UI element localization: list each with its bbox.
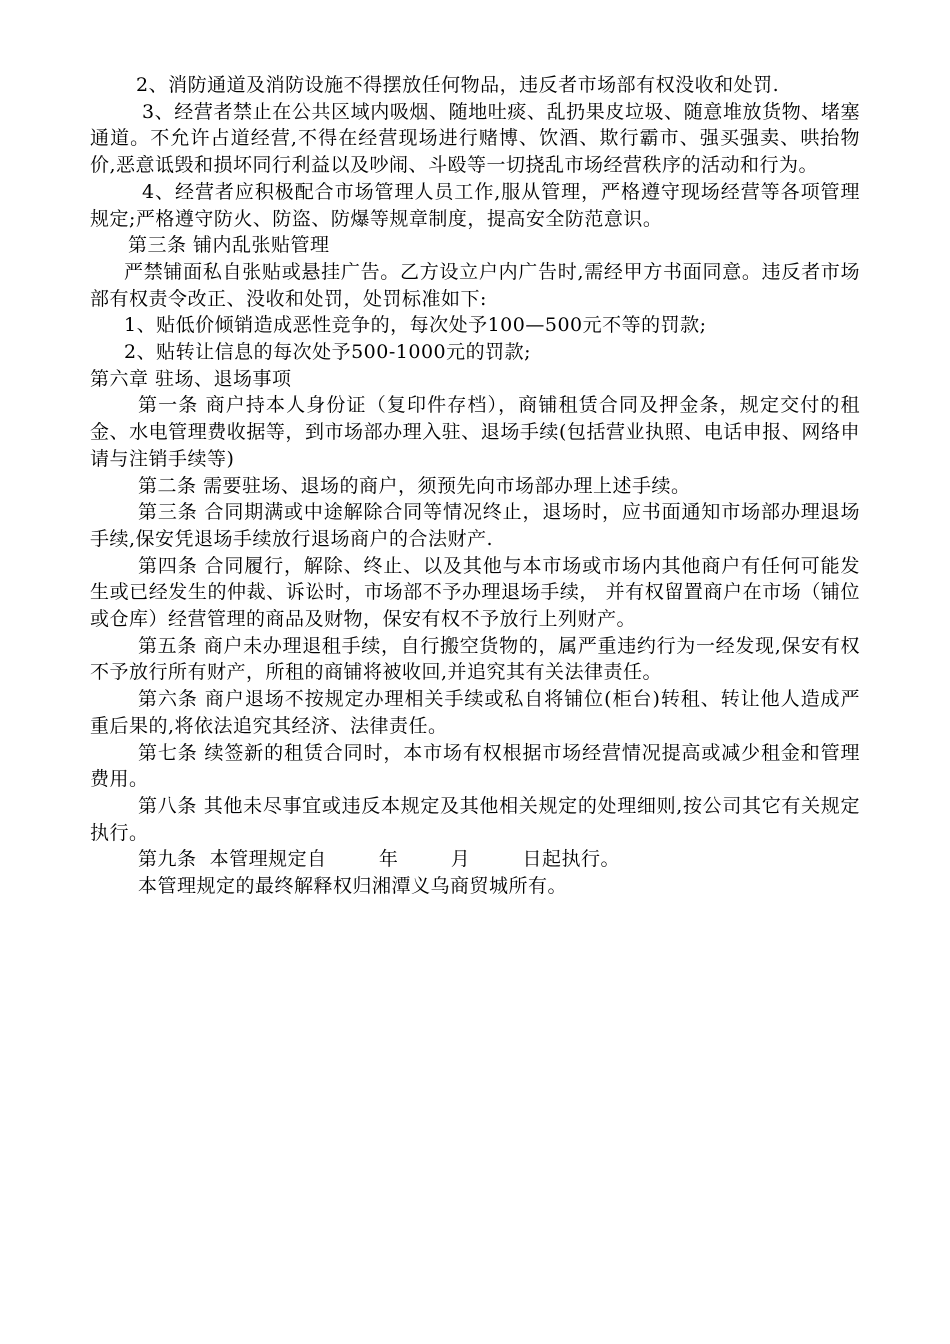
chapter-6-article-6: 第六条 商户退场不按规定办理相关手续或私自将铺位(柜台)转租、转让他人造成严重后果的,将依法追究其经济、法律责任。 bbox=[90, 688, 860, 737]
document-body bbox=[90, 72, 860, 900]
penalty-item-2: 2、贴转让信息的每次处予500-1000元的罚款; bbox=[124, 341, 532, 364]
final-interpretation-clause: 本管理规定的最终解释权归湘潭义乌商贸城所有。 bbox=[138, 875, 568, 898]
article-3-heading: 第三条 铺内乱张贴管理 bbox=[128, 234, 330, 257]
paragraph-public-area-rules: 3、经营者禁止在公共区域内吸烟、随地吐痰、乱扔果皮垃圾、随意堆放货物、堵塞通道。不允许占道经营,不得在经营现场进行赌博、饮酒、欺行霸市、强买强卖、哄抬物价,恶意诋毁和损坏同行利益以及吵闹、斗殴等一切挠乱市场经营秩序的活动和行为。 bbox=[90, 100, 860, 177]
chapter-6-article-1: 第一条 商户持本人身份证（复印件存档），商铺租赁合同及押金条，规定交付的租金、水电管理费收据等，到市场部办理入驻、退场手续(包括营业执照、电话申报、网络申请与注销手续等) bbox=[90, 394, 860, 470]
chapter-6-heading: 第六章 驻场、退场事项 bbox=[90, 367, 292, 390]
paragraph-posting-ban: 严禁铺面私自张贴或悬挂广告。乙方设立户内广告时,需经甲方书面同意。违反者市场部有权责令改正、没收和处罚，处罚标准如下: bbox=[90, 260, 860, 310]
chapter-6-article-4: 第四条 合同履行，解除、终止、以及其他与本市场或市场内其他商户有任何可能发生或已经发生的仲裁、诉讼时，市场部不予办理退场手续， 并有权留置商户在市场（铺位或仓库）经营管理的商品及财物，保安有权不予放行上列财产。 bbox=[90, 554, 860, 631]
penalty-item-1: 1、贴低价倾销造成恶性竞争的，每次处予100—500元不等的罚款; bbox=[124, 314, 707, 337]
chapter-6-article-8: 第八条 其他未尽事宜或违反本规定及其他相关规定的处理细则,按公司其它有关规定执行。 bbox=[90, 794, 860, 844]
chapter-6-article-5: 第五条 商户未办理退租手续，自行搬空货物的，属严重违约行为一经发现,保安有权不予放行所有财产，所租的商铺将被收回,并追究其有关法律责任。 bbox=[90, 634, 860, 684]
chapter-6-article-9: 第九条 本管理规定自 年 月 日起执行。 bbox=[138, 848, 621, 871]
paragraph-cooperate-management: 4、经营者应积极配合市场管理人员工作,服从管理，严格遵守现场经营等各项管理规定;严格遵守防火、防盗、防爆等规章制度，提高安全防范意识。 bbox=[90, 180, 860, 230]
paragraph-fire-passage: 2、消防通道及消防设施不得摆放任何物品，违反者市场部有权没收和处罚. bbox=[136, 74, 780, 96]
chapter-6-article-3: 第三条 合同期满或中途解除合同等情况终止，退场时，应书面通知市场部办理退场手续,保安凭退场手续放行退场商户的合法财产. bbox=[90, 501, 860, 550]
chapter-6-article-7: 第七条 续签新的租赁合同时，本市场有权根据市场经营情况提高或减少租金和管理费用。 bbox=[90, 741, 860, 791]
chapter-6-article-2: 第二条 需要驻场、退场的商户，须预先向市场部办理上述手续。 bbox=[138, 474, 691, 497]
